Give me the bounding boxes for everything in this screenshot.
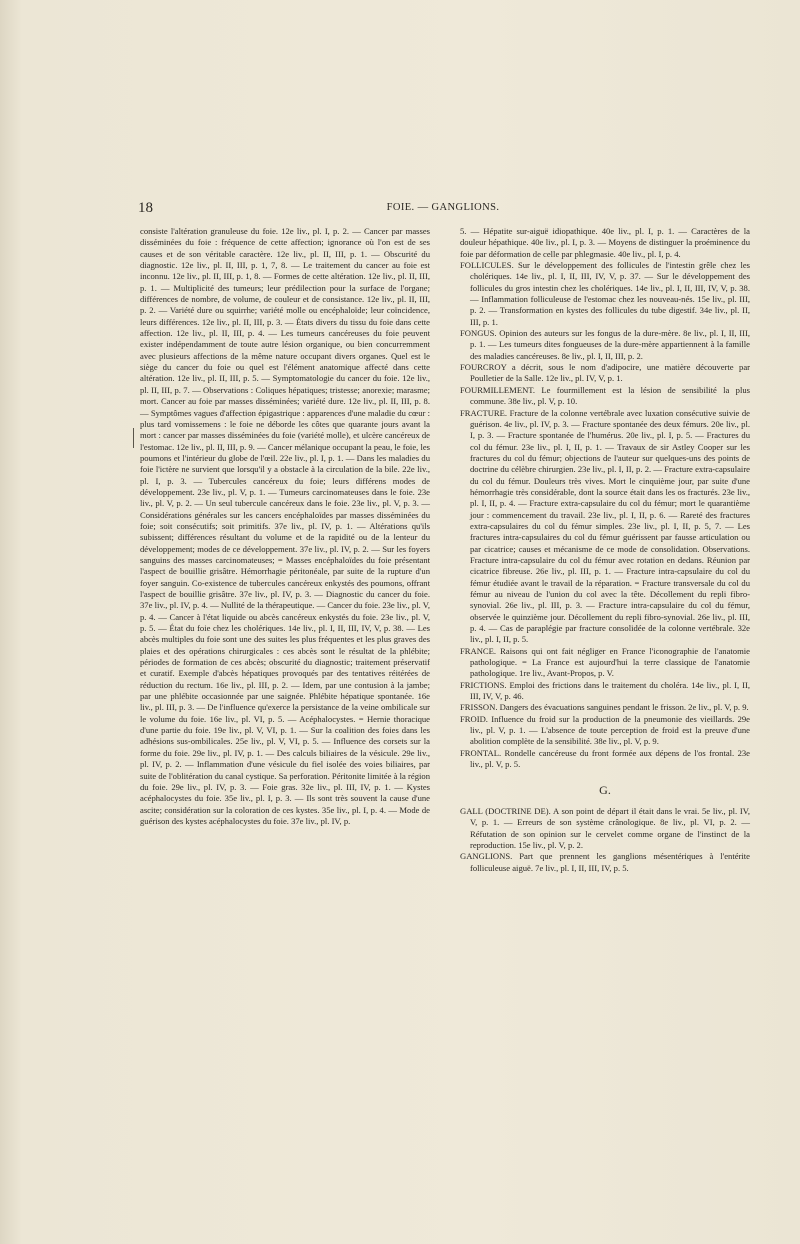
index-entry-foie-continued: consiste l'altération granuleuse du foie. 12e liv., pl. I, p. 2. — Cancer par masses disséminées du foie : fréquence de cette affection; ignorance où l'on est de ses causes et de son véritable caractère. 12e liv., pl. II, III, p. 1. — Obscurité du diagnostic. 12e liv., pl. II, III, p. 1, 7, 8. — Le traitement du cancer au foie est inconnu. 12e liv., pl. II, III, p. 1, 8. — Formes de cette altération. 12e liv., pl. II, III, p. 1. — Multiplicité des tumeurs; leur prédilection pour la surface de l'organe; différences de nombre, de volume, de couleur et de consistance. 12e liv., pl. II, III, p. 2. — Variété dure ou squirrhe; variété molle ou encéphaloïde; leur coïncidence, leurs différences. 12e liv., pl. II, III, p. 3. — États divers du tissu du foie dans cette affection. 12e liv., pl. II, III, p. 4. — Les tumeurs cancéreuses du foie peuvent exister indépendamment de toute autre lésion organique, ou bien concurremment avec plusieurs affections de la même nature occupant divers organes. Quel est le siège du cancer du foie ou quel est l'élément anatomique affecté dans cette altération. 12e liv., pl. II, III, p. 5. — Symptomatologie du cancer du foie. 12e liv., pl. II, III, p. 7. — Observations : Coliques hépatiques; tristesse; anorexie; marasme; mort. Cancer au foie par masses disséminées; variété dure. 12e liv., pl. II, III, p. 8. — Symptômes vagues d'affection épigastrique : apparences d'une maladie du cœur : plus tard vomissemens : le foie ne déborde les côtes que quarante jours avant la mort : cancer par masses disséminées du foie (variété molle), et ulcère cancéreux de l'estomac. 12e liv., pl. II, III, p. 9. — Cancer mélanique occupant la peau, le foie, les poumons et l'intérieur du globe de l'œil. 22e liv., pl. I, p. 1. — Dans les maladies du foie l'ictère ne survient que lorsqu'il y a obstacle à la circulation de la bile. 22e liv., pl. I, p. 3. — Tubercules cancéreux du foie; leurs différens modes de développement. 23e liv., pl. V, p. 1. — Tumeurs carcinomateuses dans le foie. 23e liv., pl. V, p. 2. — Un seul tubercule cancéreux dans le foie. 23e liv., pl. V, p. 3. — Considérations générales sur les cancers encéphaloïdes par masses disséminées du foie; soit consécutifs; soit primitifs. 37e liv., pl. IV, p. 1. — Altérations qu'ils subissent; différences résultant du volume et de la rapidité ou de la lenteur du développement; modes de ce développement. 37e liv., pl. IV, p. 2. — Sur les foyers sanguins des masses carcinomateuses; = Masses encéphaloïdes du foie présentant l'aspect de bouillie grisâtre. Hémorrhagie péritonéale, par suite de la rupture d'un foyer sanguin. Co-existence de tubercules cancéreux enkystés des poumons, offrant l'aspect de bouillie grisâtre. 37e liv., pl. IV, p. 3. — Diagnostic du cancer du foie. 37e liv., pl. IV, p. 4. — Nullité de la thérapeutique. — Cancer du foie. 23e liv., pl. V, p. 4. — Cancer à l'état liquide ou abcès cancéreux enkystés du foie. 23e liv., pl. V, p. 5. — État du foie chez les cholériques. 14e liv., pl. I, II, III, IV, V, p. 38. — Les abcès multiples du foie sont une des suites les plus fréquentes et les plus graves des plaies et des opérations chirurgicales : ces abcès sont le résultat de la phlébite; périodes de formation de ces abcès; obscurité du diagnostic; traitement préservatif et curatif. Exemple d'abcès hépatiques provoqués par des tentatives réitérées de réduction du rectum. 16e liv., pl. III, p. 2. — Idem, par une contusion à la jambe; par une phlébite occasionnée par une saignée. Phlébite hépatique spontanée. 16e liv., pl. III, p. 3. — De l'influence qu'exerce la persistance de la veine ombilicale sur le volume du foie. 16e liv., pl. VI, p. 5. — Acéphalocystes. = Hernie thoracique d'une partie du foie. 19e liv., pl. V, VI, p. 1. — Sur la coalition des foies dans les adhésions sus-ombilicales. 25e liv., pl. V, VI, p. 5. — Influence des corsets sur la forme du foie. 29e liv., pl. IV, p. 1. — Des calculs biliaires de la vésicule. 29e liv., pl. IV, p. 2. — Inflammation d'une vésicule du fiel isolée des voies biliaires, par suite de l'oblitération du canal cystique. Sa perforation. Péritonite limitée à la région du foie. 29e liv., pl. IV, p. 3. — Foie gras. 32e liv., pl. III, IV, p. 1. — Kystes acéphalocystes du foie. 35e liv., pl. I, p. 3. — Ils sont très souvent la cause d'une ascite; considération sur la coloration de ces kystes. 35e liv., pl. I, p. 4. — Mode de guérison des kystes acéphalocystes du foie. 37e liv., pl. IV, p.: [140, 226, 430, 826]
index-entry-gall: GALL (DOCTRINE DE). A son point de départ il était dans le vrai. 5e liv., pl. IV, V, p. 1. — Erreurs de son système crânologique. 8e liv., pl. VI, p. 2. — Réfutation de son opinion sur le cervelet comme organe de l'instinct de la reproduction. 15e liv., pl. V, p. 2.: [460, 805, 750, 850]
running-head: FOIE. — GANGLIONS.: [386, 202, 500, 213]
section-letter-g: G.: [599, 782, 611, 797]
index-entry-fourmillement: FOURMILLEMENT. Le fourmillement est la lésion de sensibilité la plus commune. 38e liv., pl. V, p. 10.: [460, 384, 750, 407]
index-entry-ganglions: GANGLIONS. Part que prennent les ganglions mésentériques à l'entérite folliculeuse aiguë. 7e liv., pl. I, II, III, IV, p. 5.: [460, 851, 750, 873]
index-entry-frisson: FRISSON. Dangers des évacuations sanguines pendant le frisson. 2e liv., pl. V, p. 9.: [460, 702, 749, 713]
page-header: [138, 200, 748, 220]
margin-mark: [133, 428, 136, 448]
index-entry-fourcroy: FOURCROY a décrit, sous le nom d'adipocire, une matière découverte par Poulletier de la Salle. 12e liv., pl. IV, V, p. 1.: [460, 362, 750, 384]
index-entry-follicules: FOLLICULES. Sur le développement des follicules de l'intestin grêle chez les cholériques. 14e liv., pl. I, II, III, IV, V, p. 37. — Sur le développement des follicules du gros intestin chez les cholériques. 14e liv., pl. I, II, III, IV, V, p. 38. — Inflammation folliculeuse de l'estomac chez les nouveau-nés. 15e liv., pl. III, p. 2. — Transformation en kystes des follicules du tube digestif. 34e liv., pl. II, III, p. 1.: [460, 260, 750, 327]
index-entry-frictions: FRICTIONS. Emploi des frictions dans le traitement du choléra. 14e liv., pl. I, II, III, IV, V, p. 46.: [460, 679, 750, 702]
index-entry-frontal: FRONTAL. Rondelle cancéreuse du front formée aux dépens de l'os frontal. 23e liv., pl. V, p. 5.: [460, 747, 750, 770]
index-entry-fracture: FRACTURE. Fracture de la colonne vertébrale avec luxation consécutive suivie de guérison. 4e liv., pl. IV, p. 3. — Fracture spontanée des deux fémurs. 20e liv., pl. I, p. 3. — Fracture spontanée de l'humérus. 20e liv., pl. I, p. 5. — Fractures du col du fémur. 23e liv., pl. I, II, p. 1. — Travaux de sir Astley Cooper sur les fractures du col du fémur; objections de l'auteur sur quelques-uns des points de doctrine du célèbre chirurgien. 23e liv., pl. I, II, p. 2. — Fracture extra-capsulaire du col du fémur. Douleurs très vives. Mort le cinquième jour, par suite d'une hémorrhagie très considérable, dont la source était dans les os fracturés. 23e liv., pl. I, II, p. 4. — Fracture extra-capsulaire du col du fémur; mort le quarantième jour : commencement du travail. 23e liv., pl. I, II, p. 6. — Rareté des fractures extra-capsulaires du col du fémur simples. 23e liv., pl. I, II, p. 5, 7. — Les fractures intra-capsulaires du col du fémur guérissent par fausse articulation ou par cicatrice; causes et mécanisme de ce mode de consolidation. Observations. Fracture intra-capsulaire du col du fémur avec rotation en dedans. Réunion par cicatrice fibreuse. 26e liv., pl. III, p. 1. — Fracture intra-capsulaire du col du fémur étudiée avant le travail de la réparation. = Fracture transversale du col du fémur au niveau de l'union du col avec la tête. Décollement du repli fibro-synovial. 26e liv., pl. III, p. 3. — Fracture intra-capsulaire du col du fémur, observée le quinzième jour. Décollement du repli fibro-synovial. 26e liv., pl. III, p. 4. — Cas de paraplégie par fracture consolidée de la colonne vertébrale. 32e liv., pl. I, II, p. 5.: [460, 407, 750, 645]
index-entry-froid: FROID. Influence du froid sur la production de la pneumonie des vieillards. 29e liv., pl. V, p. 1. — L'absence de toute perception de froid est la preuve d'une abolition complète de la sensibilité. 38e liv., pl. V, p. 9.: [460, 713, 750, 747]
left-column: [140, 226, 430, 827]
index-entry-fongus: FONGUS. Opinion des auteurs sur les fongus de la dure-mère. 8e liv., pl. I, II, III, p. 1. — Les tumeurs dites fongueuses de la dure-mère appartiennent à la famille des maladies cancéreuses. 8e liv., pl. I, II, III, p. 2.: [460, 328, 750, 361]
index-entry-france: FRANCE. Raisons qui ont fait négliger en France l'iconographie de l'anatomie pathologique. = La France est aujourd'hui la terre classique de l'anatomie pathologique. 1re liv., Avant-Propos, p. V.: [460, 645, 750, 679]
right-column: [460, 226, 750, 874]
page-number: 18: [138, 200, 153, 216]
index-entry-foie-end: 5. — Hépatite sur-aiguë idiopathique. 40e liv., pl. I, p. 1. — Caractères de la douleur hépathique. 40e liv., pl. I, p. 3. — Moyens de distinguer la proéminence du foie par déformation de celle par phlegmasie. 40e liv., pl. I, p. 4.: [460, 226, 750, 259]
